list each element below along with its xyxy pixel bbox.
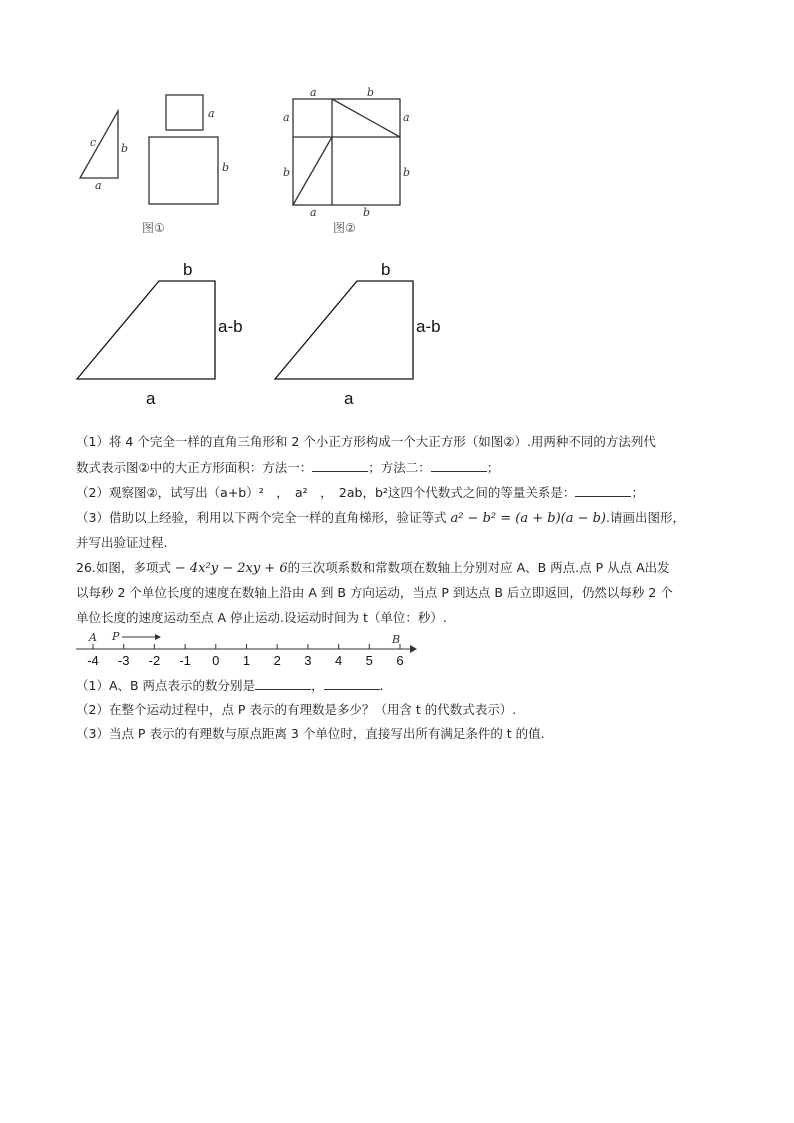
q26-line2: 以每秒 2 个单位长度的速度在数轴上沿由 A 到 B 方向运动，当点 P 到达点 B 后立即返回，仍然以每秒 2 个 bbox=[76, 585, 673, 600]
right-triangle-figure bbox=[80, 111, 118, 178]
trapezoid-1-bottom: a bbox=[146, 389, 156, 408]
trapezoid-1 bbox=[77, 281, 215, 379]
trapezoid-2-side: a-b bbox=[416, 317, 441, 336]
composite-square-figure bbox=[293, 99, 400, 205]
q25-part2: （2）观察图②，试写出（a+b）² ， a² ， 2ab，b²这四个代数式之间的等量关系是： ； bbox=[76, 485, 644, 500]
big-square bbox=[149, 137, 218, 204]
q25-part1-line2: 数式表示图②中的大正方形面积：方法一： ；方法二： ； bbox=[76, 460, 500, 475]
fig2-bottom-b: b bbox=[363, 206, 371, 219]
trapezoid-1-top: b bbox=[183, 260, 193, 279]
triangle-label-c: c bbox=[90, 136, 97, 149]
number-line-group bbox=[76, 634, 417, 653]
triangle-label-a: a bbox=[95, 179, 102, 192]
answer-blank[interactable] bbox=[575, 483, 631, 497]
fig2-top-b: b bbox=[367, 86, 375, 99]
q26-part2: （2）在整个运动过程中，点 P 表示的有理数是多少？（用含 t 的代数式表示）. bbox=[76, 702, 517, 717]
fig2-top-a: a bbox=[310, 86, 317, 99]
trapezoid-2-bottom: a bbox=[344, 389, 354, 408]
number-line-tick-label: -2 bbox=[148, 653, 161, 668]
answer-blank[interactable] bbox=[312, 458, 368, 472]
figures-area bbox=[0, 0, 794, 420]
q25-part1-line1: （1）将 4 个完全一样的直角三角形和 2 个小正方形构成一个大正方形（如图②）.用两种不同的方法列代 bbox=[76, 434, 656, 449]
fig2-right-b: b bbox=[403, 166, 411, 179]
trapezoid-2 bbox=[275, 281, 413, 379]
polynomial-expression: − 4x²y − 2xy + 6 bbox=[174, 561, 288, 576]
point-B-label: B bbox=[392, 633, 401, 646]
number-line-tick-label: 2 bbox=[273, 653, 281, 668]
q26-part1: （1）A、B 两点表示的数分别是 ， . bbox=[76, 678, 384, 693]
fig2-right-a: a bbox=[403, 111, 410, 124]
fig2-bottom-a: a bbox=[310, 206, 317, 219]
number-line-tick-label: -3 bbox=[117, 653, 130, 668]
triangle-label-b: b bbox=[121, 142, 129, 155]
q25-part3-line1: （3）借助以上经验，利用以下两个完全一样的直角梯形，验证等式 a² − b² = (a + b)(a − b).请画出图形， bbox=[76, 510, 685, 526]
q26-line1: 26.如图，多项式 − 4x²y − 2xy + 6的三次项系数和常数项在数轴上分别对应 A、B 两点.点 P 从点 A出发 bbox=[76, 560, 670, 576]
big-square-label: b bbox=[222, 161, 230, 174]
identity-formula: a² − b² = (a + b)(a − b) bbox=[450, 511, 607, 526]
point-P-label: P bbox=[112, 630, 120, 643]
answer-blank[interactable] bbox=[324, 676, 380, 690]
number-line-tick-label: 0 bbox=[212, 653, 220, 668]
number-line-tick-label: -1 bbox=[179, 653, 191, 668]
number-line-tick-label: 6 bbox=[396, 653, 404, 668]
answer-blank[interactable] bbox=[431, 458, 487, 472]
figure-2-caption: 图② bbox=[333, 221, 356, 235]
q26-part3: （3）当点 P 表示的有理数与原点距离 3 个单位时，直接写出所有满足条件的 t 的值. bbox=[76, 726, 545, 741]
q26-line3: 单位长度的速度运动至点 A 停止运动.设运动时间为 t（单位：秒）. bbox=[76, 610, 447, 625]
fig2-left-a: a bbox=[283, 111, 290, 124]
trapezoid-1-side: a-b bbox=[218, 317, 243, 336]
fig2-left-b: b bbox=[283, 166, 291, 179]
number-line-tick-label: -4 bbox=[87, 653, 99, 668]
figure-1-caption: 图① bbox=[142, 221, 165, 235]
q25-part3-line2: 并写出验证过程. bbox=[76, 535, 168, 550]
number-line-tick-label: 4 bbox=[334, 653, 343, 668]
answer-blank[interactable] bbox=[255, 676, 311, 690]
number-line-tick-label: 1 bbox=[242, 653, 251, 668]
small-square-label: a bbox=[208, 107, 215, 120]
number-line-tick-label: 5 bbox=[365, 653, 373, 668]
trapezoid-2-top: b bbox=[381, 260, 391, 279]
small-square bbox=[166, 95, 203, 130]
point-A-label: A bbox=[89, 631, 97, 644]
number-line-tick-label: 3 bbox=[304, 653, 312, 668]
